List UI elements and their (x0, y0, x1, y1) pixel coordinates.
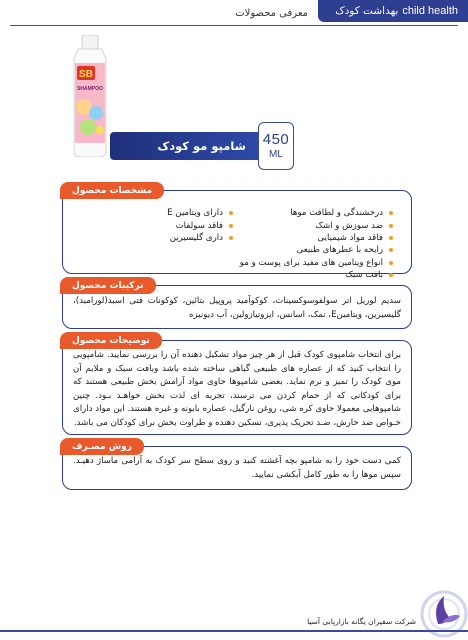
feature-item: رایحه با عطرهای طبیعی (240, 244, 393, 256)
bullet-icon (229, 211, 233, 215)
usage-text: کمی دست خود را به شامپو بچه آغشته کنید و روی سطح سر کودک به آرامی ماساژ دهیـد. سپس موها را به طور کامل آبکشی نمایید. (73, 456, 401, 480)
header-brand-tab (318, 0, 468, 22)
ingredients-section-label: ترکیبات محصول (60, 277, 156, 294)
description-section-label: توضیحات محصول (60, 332, 162, 349)
features-list-left (167, 207, 233, 244)
bullet-icon (229, 224, 233, 228)
bullet-icon (389, 273, 393, 277)
feature-item: داری گلیسیرین (167, 232, 233, 244)
bullet-icon (389, 224, 393, 228)
bullet-icon (389, 248, 393, 252)
feature-item: ضد سوزش و اشک (240, 219, 393, 231)
description-section (62, 340, 412, 435)
footer-company-name: شرکت سفیران یگانه بازاریابی آسیا (307, 617, 416, 626)
header-subtitle: معرفی محصولات (235, 8, 308, 19)
volume-unit: ML (269, 149, 283, 160)
feature-item: فاقد مواد شیمیایی (240, 232, 393, 244)
header-divider (10, 25, 458, 26)
usage-section-label: روش مصـرف (60, 438, 144, 455)
bottle-label-text: SHAMPOO (77, 86, 103, 92)
bullet-icon (389, 211, 393, 215)
feature-item: دارای ویتامین E (167, 207, 233, 219)
footer-divider (0, 630, 468, 632)
ingredients-text: سدیم لوریل اتر سولفوسوکسینات، کوکوآمید پروپیل بتائین، کوکونات فتی اسید(لورامید)، گلیسیرین، ویتامینE، نمک، اسانس، ایزوتیازولین، آب دیونیزه (73, 296, 401, 320)
feature-item: درخشندگی و لطافت موها (240, 207, 393, 219)
features-list-right (240, 207, 393, 281)
bullet-icon (229, 236, 233, 240)
product-title: شامپو مو کودک (157, 139, 246, 153)
product-title-bar (110, 132, 260, 160)
product-volume-badge (258, 122, 294, 170)
header-brand-en: child health (402, 5, 458, 17)
feature-item: فاقد سولفات (167, 219, 233, 231)
feature-item: انواع ویتامین های مفید برای پوست و مو (240, 257, 393, 269)
bottle-brand-text: SB (79, 69, 93, 80)
bullet-icon (389, 261, 393, 265)
volume-value: 450 (262, 131, 290, 148)
bullet-icon (389, 236, 393, 240)
features-section-label: مشخصات محصول (60, 182, 164, 199)
feature-item: بافت سبک (240, 269, 393, 281)
header-brand-fa: بهداشت کودک (335, 5, 399, 17)
description-text: برای انتخاب شامپوی کودک قبل از هر چیز مواد تشکیل دهنده آن را بررسی نمایید. شامپویی را انتخاب کنید که از عصاره های طبیعی گیاهی ساخته شده باشد وبافت سبک و ملایم آن موی کودک را تمیز و نرم نماید. بعضی شامپوها حاوی مواد آرامش بخش طبیعی هستند که برای کودکانی که از حمام کردن می ترسند، تجربه ای لذت بخش خواهـد بـود. چنین شامپوهایی معمولا حاوی کره شی، روغن نارگیل، عصاره بابونه و غیره هستند. این مواد دارای خـواص ضد خارش، ضـد تحریک پذیری، تسکین دهنده و طراوت بخش برای کودکان می باشد. (73, 350, 401, 428)
features-section (62, 190, 412, 281)
